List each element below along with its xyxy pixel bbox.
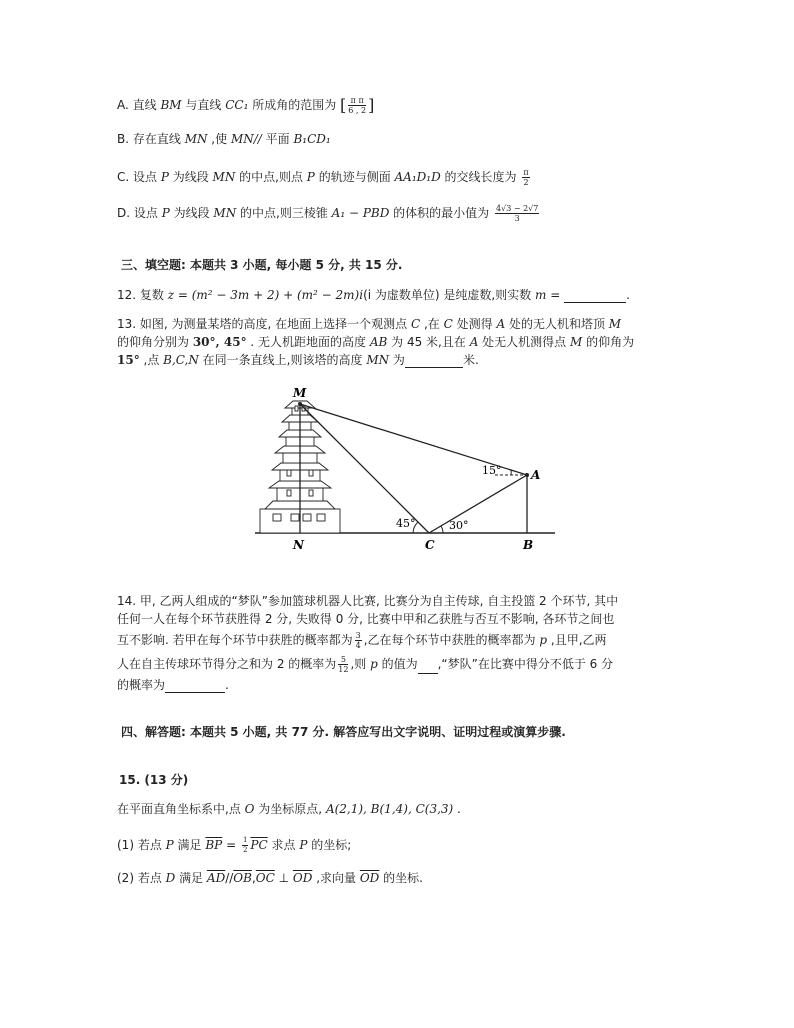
q13-text: 的仰角分别为 (117, 335, 193, 349)
math-p: p (539, 633, 548, 647)
math-o: O (244, 802, 255, 816)
q15-text: (2) 若点 (117, 871, 166, 885)
point-m (298, 402, 302, 406)
tower-measurement-figure (255, 382, 555, 552)
answer-blank (564, 290, 626, 303)
option-d-prefix: D. 设点 (117, 206, 162, 220)
label-m: M (293, 386, 307, 400)
bracket-left: [ (340, 95, 347, 115)
math-a: A (496, 317, 506, 331)
math-p: P (160, 170, 169, 184)
vector-oc: $\overline{OC}$ (255, 871, 275, 885)
segment-ca (429, 475, 527, 533)
option-a (117, 96, 374, 115)
answer-blank (418, 661, 438, 674)
range-fraction: $\frac{\text{π π}}{6 , 2}$ (348, 96, 367, 115)
q15-text: . (453, 802, 461, 816)
q15-text: 满足 (173, 838, 206, 852)
vector-pc: $\overline{PC}$ (250, 838, 268, 852)
option-d-mid: 为线段 (169, 206, 214, 220)
math-p: P (306, 170, 315, 184)
question-14-line-5 (117, 677, 229, 693)
vector-od: $\overline{OD}$ (359, 871, 380, 885)
q15-text: , (251, 871, 256, 885)
question-14-line-2: 任何一人在每个环节获胜得 2 分, 失败得 0 分, 比赛中甲和乙获胜与否互不影响, 各环节之间也 (117, 612, 615, 626)
question-12 (117, 287, 630, 303)
question-13-line-3 (117, 352, 479, 368)
option-c-mid: 为线段 (168, 170, 213, 184)
option-d-mid2: 的中点,则三棱锥 (236, 206, 332, 220)
option-a-mid: 与直线 (181, 98, 226, 112)
option-c-mid3: 的轨迹与侧面 (314, 170, 395, 184)
math-cc1: CC₁ (225, 98, 249, 112)
option-d-post: 的体积的最小值为 (389, 206, 490, 220)
option-c-mid2: 的中点,则点 (235, 170, 307, 184)
q14-text: . (225, 678, 229, 692)
q13-text: 处的无人机和塔顶 (505, 317, 609, 331)
option-d (117, 204, 541, 223)
q13-text: 在同一条直线上,则该塔的高度 (198, 353, 367, 367)
math-mn: MN (212, 170, 236, 184)
question-13-line-2 (117, 334, 634, 350)
q15-text: = (222, 838, 240, 852)
angle-label-45: 45° (396, 517, 416, 530)
complex-expression: z = (m² − 3m + 2) + (m² − 2m)i (167, 288, 364, 302)
q15-text: // (225, 871, 234, 885)
math-ab: AB (369, 335, 388, 349)
vector-ob: $\overline{OB}$ (233, 871, 252, 885)
arc-30 (441, 526, 443, 533)
math-p: P (161, 206, 170, 220)
math-pyramid: A₁ − PBD (331, 206, 390, 220)
q13-text: 米. (462, 353, 479, 367)
answer-blank (405, 355, 463, 368)
q15-text: ,求向量 (312, 871, 360, 885)
math-m: M (608, 317, 622, 331)
q14-text: 互不影响. 若甲在每个环节中获胜的概率都为 (117, 633, 353, 647)
vector-od: $\overline{OD}$ (292, 871, 313, 885)
math-m: m = (535, 288, 561, 302)
q12-post: . (626, 288, 630, 302)
math-c: C (443, 317, 453, 331)
q13-text: 处测得 (452, 317, 497, 331)
q15-text: ⊥ (274, 871, 293, 885)
question-14-line-4 (117, 655, 613, 674)
question-15-part-1 (117, 836, 351, 855)
q13-text: 处无人机测得点 (478, 335, 570, 349)
option-c-post: 的交线长度为 (440, 170, 517, 184)
option-a-post: 所成角的范围为 (248, 98, 337, 112)
option-a-prefix: A. 直线 (117, 98, 161, 112)
option-b-prefix: B. 存在直线 (117, 132, 185, 146)
option-c (117, 168, 532, 187)
label-a: A (531, 468, 541, 482)
section-heading-solve: 四、解答题: 本题共 5 小题, 共 77 分. 解答应写出文字说明、证明过程或演算步骤. (121, 725, 566, 739)
q14-text: 的值为 (377, 657, 418, 671)
math-bm: BM (160, 98, 182, 112)
q15-text: 满足 (175, 871, 207, 885)
q13-text: ,点 (139, 353, 164, 367)
label-b: B (523, 538, 534, 552)
label-n: N (293, 538, 304, 552)
bracket-right: ] (368, 95, 375, 115)
option-b-mid: ,使 (207, 132, 231, 146)
math-points: B,C,N (163, 353, 199, 367)
q14-text: ,乙在每个环节中获胜的概率都为 (363, 633, 540, 647)
q13-text: 的仰角为 (582, 335, 635, 349)
vector-bp: $\overline{BP}$ (205, 838, 223, 852)
fraction-half: $\frac{1}{2}$ (242, 836, 248, 854)
angle-label-30: 30° (449, 519, 469, 532)
q12-mid: (i 为虚数单位) 是纯虚数,则实数 (363, 288, 536, 302)
q13-text: ,在 (420, 317, 444, 331)
math-plane: B₁CD₁ (293, 132, 331, 146)
q15-text: (1) 若点 (117, 838, 166, 852)
question-15-part-2 (117, 870, 423, 886)
vector-ad: $\overline{AD}$ (206, 871, 226, 885)
math-mn: MN (184, 132, 208, 146)
angle-values: 30°, 45° (192, 335, 247, 349)
question-15-stem (117, 801, 461, 817)
math-a: A (469, 335, 479, 349)
question-14-line-3 (117, 631, 607, 650)
q14-text: ,则 (350, 657, 371, 671)
option-b-mid2: 平面 (261, 132, 294, 146)
math-m: M (570, 335, 583, 349)
math-face: AA₁D₁D (394, 170, 441, 184)
math-points: A(2,1), B(1,4), C(3,3) (325, 802, 454, 816)
math-p: P (299, 838, 308, 852)
math-p: p (370, 657, 378, 671)
question-15-title: 15. (13 分) (119, 773, 189, 787)
angle-label-15: 15° (482, 464, 502, 477)
question-14-line-1: 14. 甲, 乙两人组成的“梦队”参加篮球机器人比赛, 比赛分为自主传球, 自主投篮 2 个环节, 其中 (117, 594, 619, 608)
angle-15: 15° (117, 353, 140, 367)
option-c-prefix: C. 设点 (117, 170, 161, 184)
fraction-five-twelfths: $\frac{5}{12}$ (338, 655, 349, 674)
q15-text: 为坐标原点, (254, 802, 326, 816)
math-mn-parallel: MN// (230, 132, 262, 146)
pi-half-fraction: $\frac{\pi}{2}$ (523, 168, 529, 187)
q15-text: 的坐标; (307, 838, 352, 852)
math-mn: MN (366, 353, 390, 367)
q14-text: ,且甲,乙两 (547, 633, 607, 647)
q15-text: 在平面直角坐标系中,点 (117, 802, 245, 816)
point-a (525, 473, 529, 477)
section-heading-fill-in: 三、填空题: 本题共 3 小题, 每小题 5 分, 共 15 分. (121, 258, 403, 272)
answer-blank (165, 680, 225, 693)
label-c: C (425, 538, 435, 552)
math-c: C (410, 317, 421, 331)
q15-text: 求点 (267, 838, 300, 852)
q12-prefix: 12. 复数 (117, 288, 168, 302)
q14-text: 人在自主传球环节得分之和为 2 的概率为 (117, 657, 337, 671)
q15-text: 的坐标. (379, 871, 423, 885)
q13-text: 13. 如图, 为测量某塔的高度, 在地面上选择一个观测点 (117, 317, 411, 331)
question-13-line-1 (117, 316, 621, 332)
option-b (117, 131, 331, 147)
q13-text: 为 45 米,且在 (387, 335, 470, 349)
math-d: D (165, 871, 176, 885)
math-mn: MN (213, 206, 237, 220)
q13-text: 为 (389, 353, 405, 367)
volume-fraction: $\frac{4√3 - 2√7}{3}$ (496, 204, 539, 223)
q14-text: ,“梦队”在比赛中得分不低于 6 分 (437, 657, 614, 671)
math-p: P (165, 838, 174, 852)
q14-text: 的概率为 (117, 678, 166, 692)
fraction-three-quarters: $\frac{3}{4}$ (355, 631, 361, 650)
q13-text: . 无人机距地面的高度 (246, 335, 370, 349)
